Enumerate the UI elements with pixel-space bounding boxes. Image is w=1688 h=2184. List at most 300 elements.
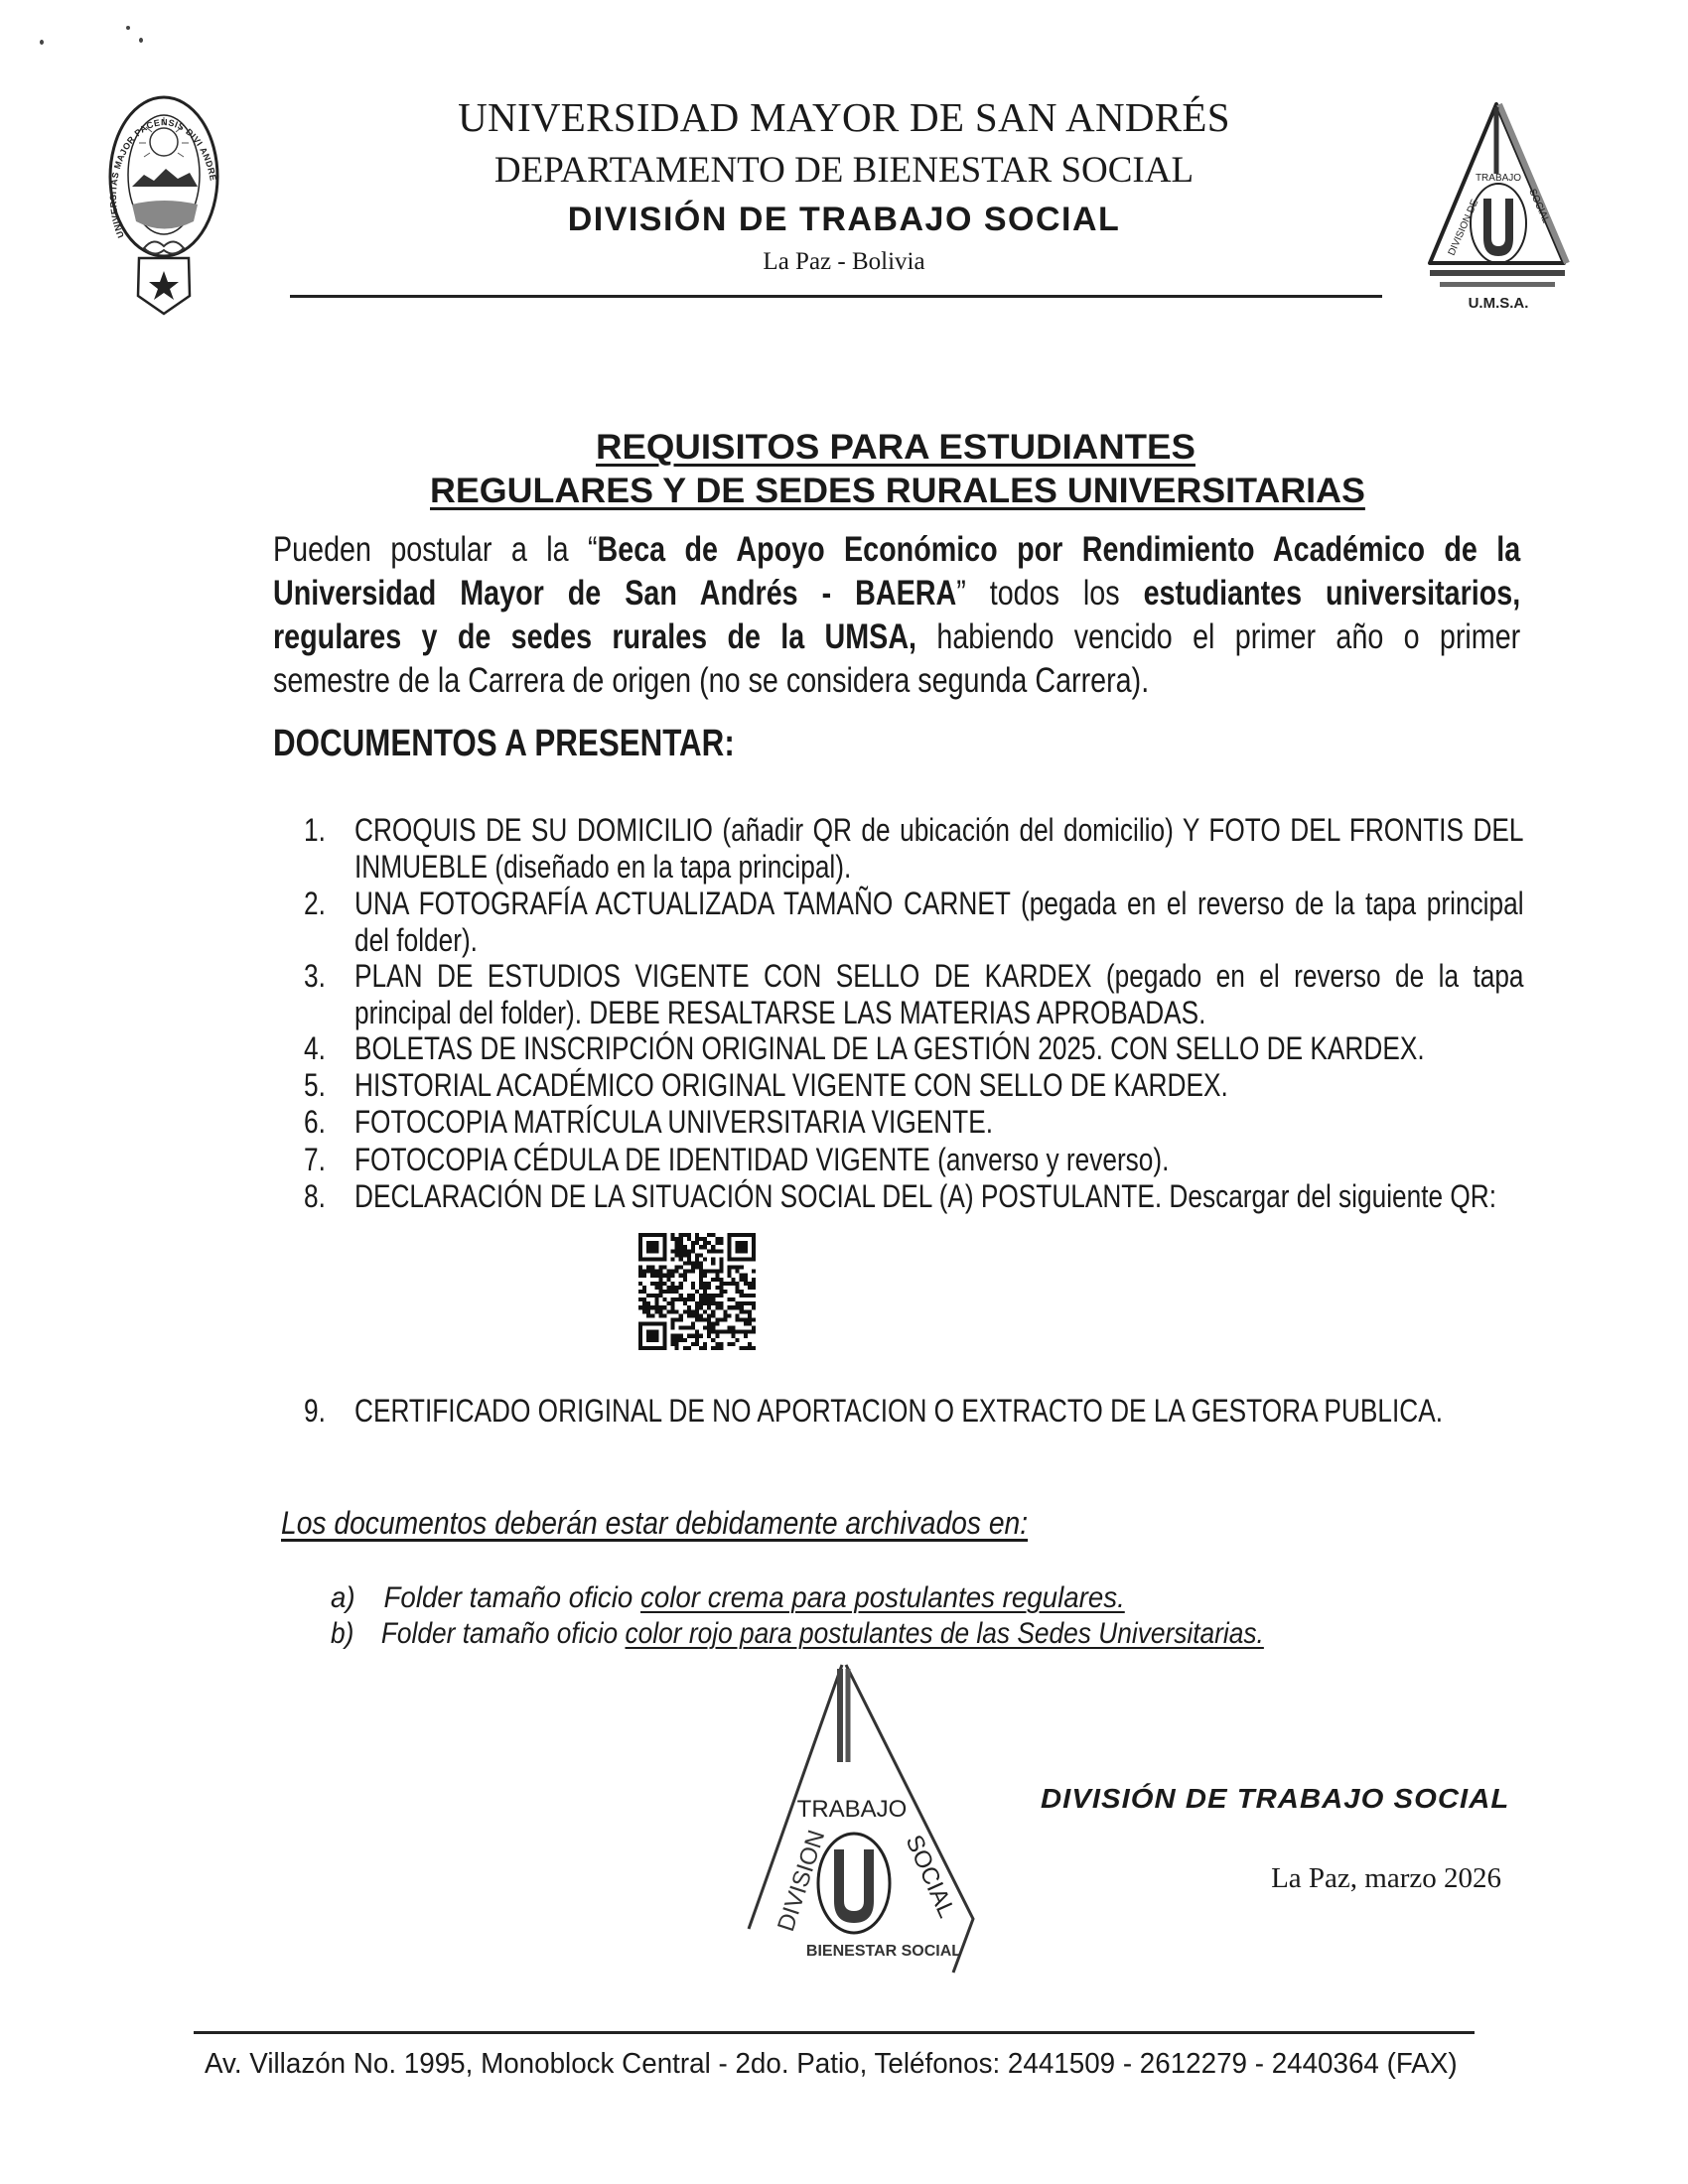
qr-module [699,1261,703,1265]
qr-module [703,1326,707,1330]
department-name: DEPARTAMENTO DE BIENESTAR SOCIAL [493,150,1195,191]
qr-module [703,1297,707,1301]
qr-module [646,1266,650,1270]
qr-module [715,1278,719,1282]
qr-module [728,1330,732,1334]
qr-module [699,1346,703,1350]
qr-module [691,1249,695,1253]
qr-module [687,1305,691,1309]
qr-module [666,1270,670,1274]
qr-module [654,1322,658,1326]
stamp-text-bienestar: BIENESTAR SOCIAL [805,1943,962,1960]
qr-module [638,1322,642,1326]
document-item-text [354,1067,1524,1104]
folder-option-prefix: Folder tamaño oficio [380,1617,626,1650]
qr-module [662,1313,666,1317]
qr-module [719,1282,723,1286]
university-name: UNIVERSIDAD MAYOR DE SAN ANDRÉS [458,94,1230,140]
qr-module [736,1301,740,1305]
qr-module [683,1270,687,1274]
archive-heading-text: Los documentos deberán estar debidamente archivados en: [281,1505,1029,1541]
qr-module [679,1257,683,1261]
intro-paragraph-body [273,528,1520,703]
qr-module [691,1270,695,1274]
qr-module [638,1241,642,1245]
qr-module [719,1317,723,1321]
qr-module [646,1233,650,1237]
qr-module [707,1305,711,1309]
qr-module [703,1237,707,1241]
qr-module [744,1317,748,1321]
qr-module [650,1338,654,1342]
qr-module [744,1309,748,1313]
qr-module [719,1266,723,1270]
document-title-line-2 [430,473,1365,512]
qr-module [699,1305,703,1309]
qr-module [728,1249,732,1253]
qr-module [740,1274,744,1278]
qr-module [752,1294,756,1297]
qr-module [675,1249,679,1253]
qr-module [715,1334,719,1338]
qr-module [699,1278,703,1282]
qr-module [654,1286,658,1290]
document-item-line: PLAN DE ESTUDIOS VIGENTE CON SELLO DE KARDEX (pegado en el reverso de la tapa [354,958,1524,994]
qr-module [752,1330,756,1334]
qr-module [671,1257,675,1261]
folder-option-detail: color crema para postulantes regulares. [640,1581,1125,1614]
document-item-line: del folder). [354,922,478,958]
qr-module [638,1282,642,1286]
qr-module [638,1305,642,1309]
qr-code-icon [638,1233,756,1350]
qr-module [679,1338,683,1342]
qr-module [662,1233,666,1237]
qr-module [732,1233,736,1237]
qr-module [691,1266,695,1270]
qr-module [683,1326,687,1330]
document-item-number: 3. [304,958,326,994]
qr-module [642,1290,646,1294]
qr-module [675,1270,679,1274]
qr-module [666,1301,670,1305]
qr-module [650,1249,654,1253]
qr-module [711,1297,715,1301]
document-item-text [354,1104,1524,1141]
qr-module [675,1309,679,1313]
qr-module [732,1330,736,1334]
qr-module [675,1237,679,1241]
qr-module [728,1282,732,1286]
qr-module [638,1237,642,1241]
qr-module [671,1326,675,1330]
qr-module [646,1257,650,1261]
qr-module [662,1297,666,1301]
qr-module [662,1274,666,1278]
qr-module [732,1305,736,1309]
qr-module [728,1274,732,1278]
qr-module [695,1290,699,1294]
qr-module [662,1334,666,1338]
document-item-line: BOLETAS DE INSCRIPCIÓN ORIGINAL DE LA GESTIÓN 2025. CON SELLO DE KARDEX. [354,1030,1425,1066]
qr-module [662,1342,666,1346]
qr-module [732,1334,736,1338]
document-item-line: UNA FOTOGRAFÍA ACTUALIZADA TAMAÑO CARNET (pegada en el reverso de la tapa principal [354,886,1524,921]
qr-module [740,1266,744,1270]
qr-module [699,1237,703,1241]
qr-module [744,1257,748,1261]
qr-module [740,1257,744,1261]
document-item-number: 9. [304,1393,326,1429]
document-item-text [354,886,1524,959]
qr-module [638,1233,642,1237]
archive-heading [281,1505,1127,1541]
intro-text: Pueden postular a la “ [273,530,598,569]
qr-module [711,1326,715,1330]
qr-module [736,1338,740,1342]
qr-module [715,1301,719,1305]
qr-module [703,1342,707,1346]
qr-module [728,1245,732,1249]
qr-module [646,1305,650,1309]
qr-module [715,1330,719,1334]
qr-module [687,1313,691,1317]
document-item-number: 5. [304,1067,326,1103]
signature-date: La Paz, marzo 2026 [1271,1862,1501,1894]
qr-module [691,1294,695,1297]
qr-module [711,1249,715,1253]
qr-module [654,1270,658,1274]
qr-module [671,1233,675,1237]
qr-module [658,1309,662,1313]
qr-module [732,1326,736,1330]
qr-module [642,1305,646,1309]
qr-module [658,1270,662,1274]
qr-module [699,1334,703,1338]
qr-module [650,1330,654,1334]
intro-text: habiendo vencido el primer año o primer [916,617,1521,656]
qr-module [658,1322,662,1326]
qr-module [752,1301,756,1305]
qr-module [711,1338,715,1342]
qr-module [642,1301,646,1305]
qr-module [687,1261,691,1265]
qr-module [715,1305,719,1309]
qr-module [679,1253,683,1257]
qr-module [719,1278,723,1282]
qr-module [715,1346,719,1350]
qr-module [671,1301,675,1305]
qr-module [675,1245,679,1249]
qr-module [642,1270,646,1274]
qr-module [744,1346,748,1350]
qr-module [650,1322,654,1326]
qr-module [679,1326,683,1330]
qr-module [671,1334,675,1338]
qr-module [687,1326,691,1330]
qr-module [658,1266,662,1270]
qr-module [695,1317,699,1321]
qr-module [650,1346,654,1350]
qr-module [671,1274,675,1278]
qr-module [719,1342,723,1346]
qr-module [695,1241,699,1245]
qr-module [728,1257,732,1261]
qr-module [671,1317,675,1321]
qr-module [707,1313,711,1317]
qr-module [740,1294,744,1297]
qr-module [671,1309,675,1313]
qr-module [638,1346,642,1350]
qr-module [707,1297,711,1301]
document-item-number: 8. [304,1178,326,1214]
qr-module [707,1301,711,1305]
qr-module [683,1261,687,1265]
qr-module [679,1274,683,1278]
qr-module [650,1270,654,1274]
qr-module [646,1249,650,1253]
qr-module [703,1241,707,1245]
qr-module [707,1270,711,1274]
intro-bold-text: regulares y de sedes rurales de la UMSA, [273,617,917,656]
qr-module [736,1313,740,1317]
qr-module [744,1249,748,1253]
qr-module [740,1301,744,1305]
qr-module [691,1342,695,1346]
qr-module [638,1266,642,1270]
qr-module [728,1241,732,1245]
qr-module [752,1249,756,1253]
qr-module [679,1266,683,1270]
qr-module [748,1282,752,1286]
qr-module [646,1338,650,1342]
intro-bold-text: Beca de Apoyo Económico por Rendimiento Académico de la [597,530,1521,569]
folder-option-label: b) [331,1617,354,1650]
qr-module [675,1241,679,1245]
qr-module [671,1290,675,1294]
qr-module [699,1297,703,1301]
document-item-number: 2. [304,886,326,921]
qr-module [703,1346,707,1350]
qr-module [658,1233,662,1237]
qr-module [679,1245,683,1249]
qr-module [752,1233,756,1237]
scan-speck [139,38,143,43]
qr-module [719,1270,723,1274]
qr-module [650,1257,654,1261]
qr-module [671,1322,675,1326]
folder-option-label: a) [331,1581,355,1614]
stamp-text-division: DIVISION [773,1827,831,1935]
qr-module [638,1274,642,1278]
qr-module [699,1274,703,1278]
qr-module [695,1342,699,1346]
qr-module [675,1342,679,1346]
qr-module [752,1278,756,1282]
qr-module [691,1334,695,1338]
qr-module [671,1249,675,1253]
qr-module [715,1270,719,1274]
qr-module [675,1286,679,1290]
qr-module [654,1330,658,1334]
intro-text: semestre de la Carrera de origen (no se considera segunda Carrera). [273,661,1150,700]
scan-speck [126,26,130,30]
qr-module [748,1317,752,1321]
qr-module [658,1282,662,1286]
qr-module [683,1245,687,1249]
qr-module [650,1294,654,1297]
qr-module [679,1317,683,1321]
qr-module [642,1322,646,1326]
qr-module [662,1266,666,1270]
scan-speck [40,40,44,45]
qr-module [703,1270,707,1274]
qr-module [736,1257,740,1261]
qr-module [675,1290,679,1294]
documents-heading-text: DOCUMENTOS A PRESENTAR: [273,723,735,764]
qr-module [638,1257,642,1261]
qr-module [719,1294,723,1297]
qr-module [654,1294,658,1297]
qr-module [642,1309,646,1313]
qr-module [679,1249,683,1253]
qr-module [723,1317,727,1321]
qr-module [703,1282,707,1286]
qr-module [719,1286,723,1290]
qr-module [715,1249,719,1253]
qr-module [638,1253,642,1257]
qr-module [748,1346,752,1350]
qr-module [736,1249,740,1253]
qr-module [711,1270,715,1274]
qr-module [723,1330,727,1334]
qr-module [752,1326,756,1330]
qr-module [719,1241,723,1245]
qr-module [662,1326,666,1330]
qr-module [662,1322,666,1326]
qr-module [740,1290,744,1294]
document-title-line-1 [596,429,1196,469]
qr-module [683,1253,687,1257]
trabajo-social-logo-icon [1410,99,1589,328]
qr-module [744,1294,748,1297]
qr-module [752,1286,756,1290]
qr-module [728,1305,732,1309]
folder-option-prefix: Folder tamaño oficio [383,1581,641,1614]
qr-module [687,1237,691,1241]
qr-module [658,1294,662,1297]
footer-address [205,2047,1512,2081]
stamp-text-social: SOCIAL [900,1831,960,1922]
qr-module [654,1338,658,1342]
header-divider [290,295,1382,298]
qr-module [711,1322,715,1326]
qr-module [654,1309,658,1313]
qr-module [695,1266,699,1270]
qr-module [646,1301,650,1305]
qr-module [744,1233,748,1237]
qr-module [679,1286,683,1290]
qr-module [683,1278,687,1282]
qr-module [752,1282,756,1286]
qr-module [666,1278,670,1282]
qr-module [671,1305,675,1309]
qr-module [703,1294,707,1297]
qr-module [654,1241,658,1245]
qr-module [744,1282,748,1286]
qr-module [699,1301,703,1305]
qr-module [719,1237,723,1241]
qr-module [744,1245,748,1249]
document-item-number: 6. [304,1104,326,1140]
logo-text-social: SOCIAL [1526,187,1552,225]
qr-module [691,1282,695,1286]
document-item-text [354,812,1524,886]
qr-module [728,1270,732,1274]
qr-module [683,1297,687,1301]
qr-module [658,1286,662,1290]
qr-module [695,1334,699,1338]
qr-module [728,1253,732,1257]
qr-module [675,1317,679,1321]
qr-module [650,1282,654,1286]
qr-module [691,1245,695,1249]
qr-module [744,1301,748,1305]
qr-module [642,1274,646,1278]
document-item-line: HISTORIAL ACADÉMICO ORIGINAL VIGENTE CON SELLO DE KARDEX. [354,1067,1228,1103]
qr-module [646,1334,650,1338]
qr-module [662,1257,666,1261]
qr-module [671,1338,675,1342]
qr-module [638,1249,642,1253]
qr-module [650,1241,654,1245]
qr-module [671,1297,675,1301]
document-item-line: FOTOCOPIA CÉDULA DE IDENTIDAD VIGENTE (anverso y reverso). [354,1142,1170,1177]
qr-module [638,1297,642,1301]
qr-module [638,1290,642,1294]
qr-module [740,1245,744,1249]
qr-module [654,1282,658,1286]
qr-module [748,1322,752,1326]
qr-module [719,1346,723,1350]
qr-module [736,1241,740,1245]
qr-module [699,1270,703,1274]
qr-module [658,1305,662,1309]
qr-module [703,1317,707,1321]
qr-module [675,1334,679,1338]
qr-module [719,1330,723,1334]
qr-module [736,1286,740,1290]
qr-module [744,1241,748,1245]
qr-module [711,1278,715,1282]
document-item-line: INMUEBLE (diseñado en la tapa principal). [354,849,852,885]
qr-module [707,1249,711,1253]
division-stamp-icon [735,1653,993,1980]
qr-module [646,1313,650,1317]
qr-module [695,1261,699,1265]
qr-module [683,1274,687,1278]
qr-module [748,1309,752,1313]
qr-module [736,1233,740,1237]
qr-module [650,1266,654,1270]
qr-module [736,1266,740,1270]
qr-module [707,1330,711,1334]
qr-module [707,1241,711,1245]
qr-module [638,1342,642,1346]
qr-module [683,1338,687,1342]
qr-module [707,1317,711,1321]
qr-module [715,1294,719,1297]
